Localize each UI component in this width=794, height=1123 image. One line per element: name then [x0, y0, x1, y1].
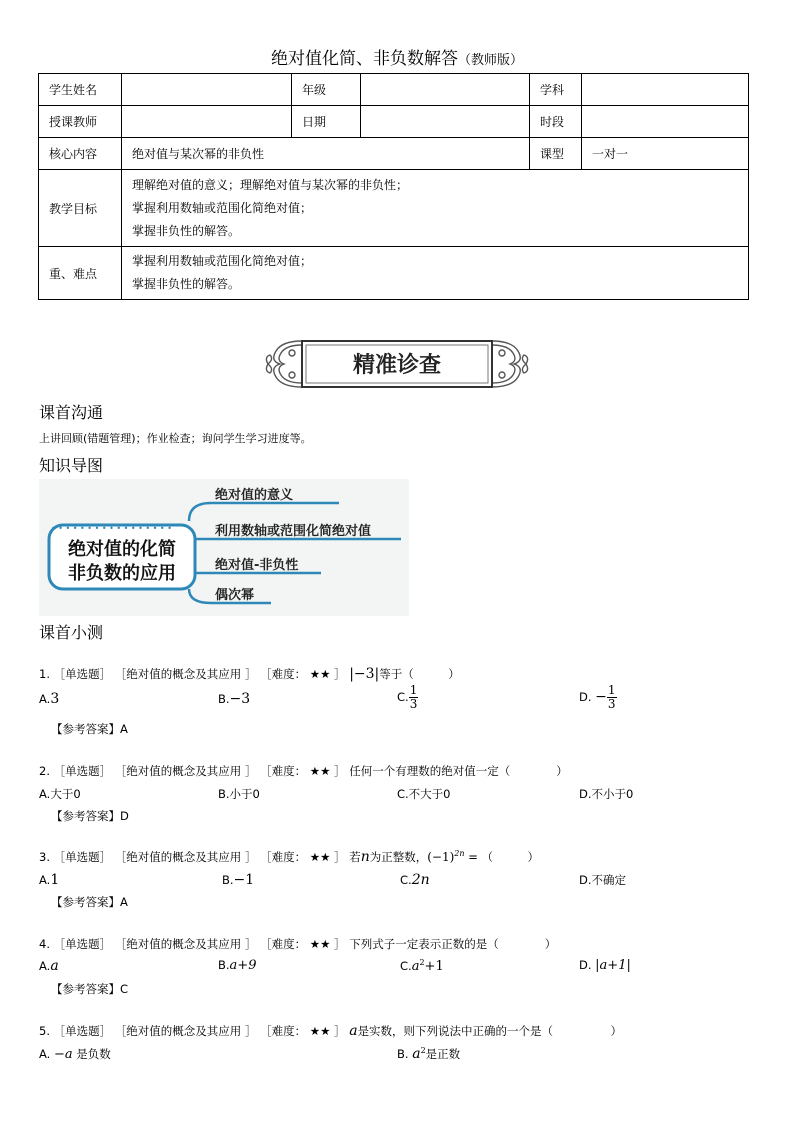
mindmap-branch: 偶次幂	[215, 588, 255, 603]
student-name-label: 学生姓名	[39, 74, 122, 106]
mindmap-branch: 利用数轴或范围化简绝对值	[215, 524, 372, 539]
section-text-communication: 上讲回顾(错题管理)；作业检查；询问学生学习进度等。	[39, 432, 312, 445]
page-title	[0, 44, 794, 69]
question-1-answer: 【参考答案】A	[51, 722, 128, 736]
question-text: 等于（ ）	[379, 667, 460, 681]
question-5-option-b[interactable]: B. $a^2$是正数	[397, 1046, 461, 1062]
date-cell[interactable]	[361, 106, 530, 138]
banner-ornament-left	[266, 341, 302, 387]
title-subtitle: （教师版）	[457, 53, 523, 68]
key-label: 重、难点	[39, 247, 122, 300]
question-1-option-c[interactable]: C. $\frac{1}{3}$	[397, 683, 418, 711]
mindmap-branch: 绝对值-非负性	[215, 558, 299, 573]
question-4-option-d[interactable]: D. |a+1|	[579, 958, 631, 973]
goal-list	[122, 170, 749, 247]
difficulty-end: ］	[334, 667, 346, 681]
section-title-quiz: 课首小测	[39, 623, 104, 642]
section-title-mindmap: 知识导图	[39, 456, 104, 475]
key-list	[122, 247, 749, 300]
question-4-option-b[interactable]: B.a+9	[218, 958, 257, 973]
section-title-communication: 课首沟通	[39, 403, 104, 422]
banner-text: 精准诊查	[352, 352, 442, 378]
question-4-stem: 4. ［单选题］ ［绝对值的概念及其应用 ］ ［难度： ★★ ］ 下列式子一定表示正数的是（ ）	[39, 937, 557, 951]
goal-item: 掌握利用数轴或范围化简绝对值；	[132, 200, 313, 215]
grade-cell[interactable]	[361, 74, 530, 106]
table-row	[39, 106, 749, 138]
question-5-option-a[interactable]: A. −a 是负数	[39, 1047, 111, 1062]
goal-item: 理解绝对值的意义；理解绝对值与某次幂的非负性；	[132, 177, 409, 192]
subject-label: 学科	[530, 74, 582, 106]
type-label: 课型	[530, 138, 582, 170]
subject-cell[interactable]	[582, 74, 749, 106]
question-math: |−3|	[349, 666, 380, 682]
question-3-option-b[interactable]: B.−1	[222, 872, 255, 888]
mindmap-center-line1: 绝对值的化简	[68, 539, 176, 560]
key-item: 掌握非负性的解答。	[132, 277, 241, 291]
key-item: 掌握利用数轴或范围化简绝对值；	[132, 254, 313, 268]
question-2-option-a[interactable]: A.大于0	[39, 787, 81, 801]
difficulty-label: ［难度：	[260, 667, 307, 681]
question-1-option-d[interactable]: D. − $\frac{1}{3}$	[579, 683, 616, 711]
question-4-option-c[interactable]: $C.a^2+1$	[400, 958, 444, 974]
table-row	[39, 170, 749, 247]
fraction: $\frac{1}{3}$	[409, 683, 418, 711]
question-3-option-c[interactable]: C.2n	[400, 872, 430, 888]
question-number: 1.	[39, 667, 50, 681]
grade-label: 年级	[292, 74, 361, 106]
date-label: 日期	[292, 106, 361, 138]
period-cell[interactable]	[582, 106, 749, 138]
question-2-answer: 【参考答案】D	[51, 809, 129, 823]
question-1-option-a[interactable]: A.3	[39, 691, 60, 707]
question-3-option-a[interactable]: A.1	[39, 872, 60, 888]
table-row	[39, 74, 749, 106]
table-row	[39, 247, 749, 300]
title-main: 绝对值化简、非负数解答	[270, 49, 458, 69]
question-2-option-b[interactable]: B.小于0	[218, 787, 260, 801]
question-3-stem: 3. ［单选题］ ［绝对值的概念及其应用 ］ ［难度： ★★ ］ 若n为正整数，$(-1)^{2n}$ = （ ）	[39, 849, 539, 865]
mindmap-connector	[189, 503, 339, 521]
question-2-option-d[interactable]: D.不小于0	[579, 787, 634, 801]
question-3-answer: 【参考答案】A	[51, 895, 128, 909]
type-value: 一对一	[582, 138, 749, 170]
goal-label: 教学目标	[39, 170, 122, 247]
question-1-option-b[interactable]: B.−3	[218, 691, 251, 707]
core-label: 核心内容	[39, 138, 122, 170]
question-4-answer: 【参考答案】C	[51, 982, 129, 996]
svg-text:• • • • • • • • • • • • • • •: • • • • • • • • • • • • • • • • •	[51, 524, 172, 533]
lesson-info-table	[38, 73, 749, 300]
mindmap-branch: 绝对值的意义	[215, 488, 294, 503]
question-3-option-d[interactable]: D.不确定	[579, 873, 627, 887]
table-row	[39, 138, 749, 170]
knowledge-mindmap	[39, 479, 409, 616]
period-label: 时段	[530, 106, 582, 138]
question-2-stem: 2. ［单选题］ ［绝对值的概念及其应用 ］ ［难度： ★★ ］ 任何一个有理数的绝对值一定（ ）	[39, 764, 568, 778]
question-4-option-a[interactable]: A.a	[39, 958, 59, 974]
goal-item: 掌握非负性的解答。	[132, 223, 241, 238]
mindmap-center-line2: 非负数的应用	[68, 563, 176, 584]
banner-ornament-right	[492, 341, 528, 387]
core-value: 绝对值与某次幂的非负性	[122, 138, 530, 170]
question-1-stem	[39, 666, 460, 682]
section-banner	[262, 333, 532, 395]
student-name-cell[interactable]	[122, 74, 292, 106]
teacher-label: 授课教师	[39, 106, 122, 138]
teacher-cell[interactable]	[122, 106, 292, 138]
question-type: ［单选题］	[53, 667, 112, 681]
question-topic: ［绝对值的概念及其应用 ］	[114, 667, 257, 681]
question-2-option-c[interactable]: C.不大于0	[397, 787, 451, 801]
difficulty-stars: ★★	[309, 667, 331, 681]
question-5-stem: 5. ［单选题］ ［绝对值的概念及其应用 ］ ［难度： ★★ ］ a是实数，则下列说法中正确的一个是（ ）	[39, 1023, 623, 1039]
fraction: $\frac{1}{3}$	[607, 683, 616, 711]
